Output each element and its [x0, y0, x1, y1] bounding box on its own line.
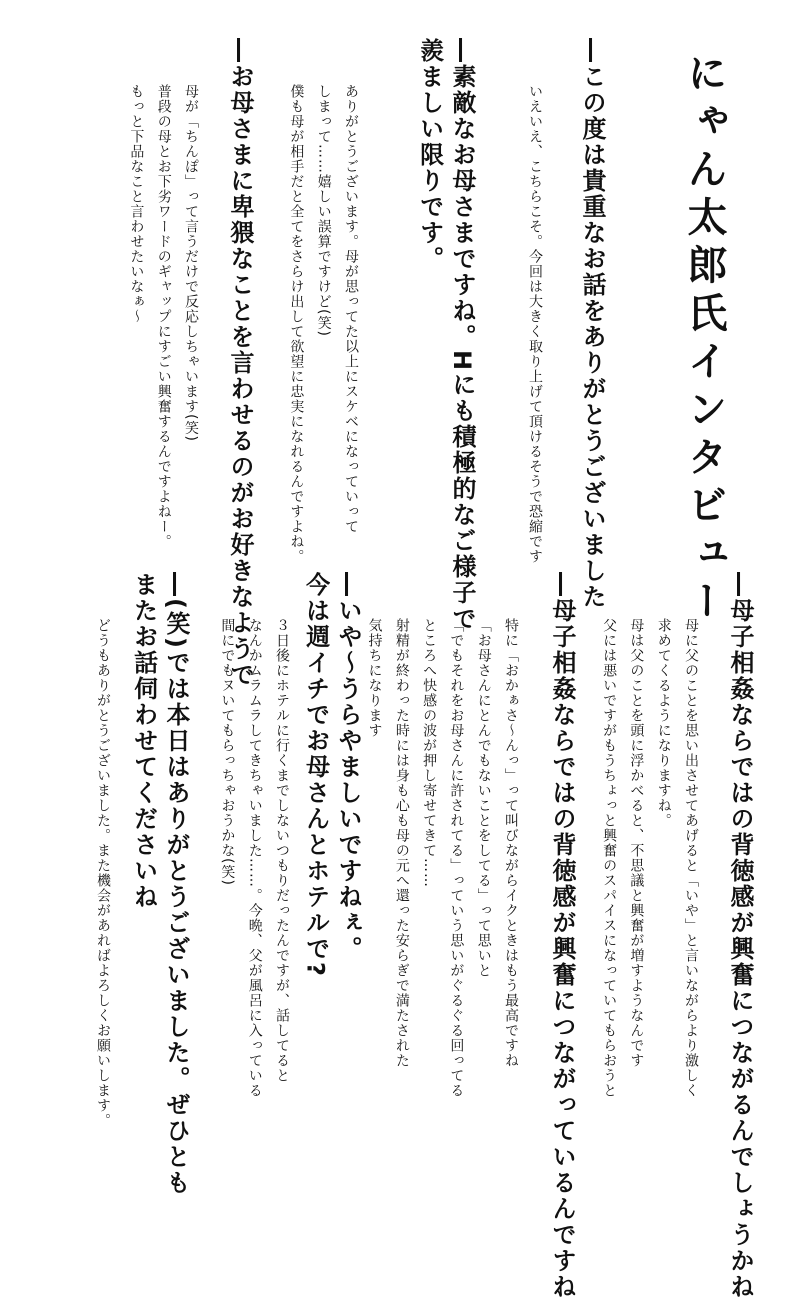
- question-1: ―この度は貴重なお話をありがとうございました: [578, 38, 606, 610]
- question-6: ―いや～うらやましいですねぇ。 今は週イチでお母さんとホテルで?: [301, 572, 362, 978]
- question-4: ―母子相姦ならではの背徳感が興奮につながるんでしょうかね: [726, 572, 754, 1300]
- answer-4: 母に父のことを思い出させてあげると「いや」と言いながらより激しく 求めてくるようになりますね。 母は父のことを頭に浮かべると、不思議と興奮が増すようなんです 父には悪いですがもうちょっと興奮のスパイスになっていてもらおうと: [601, 618, 699, 1098]
- question-3: ―お母さまに卑猥なことを言わせるのがお好きなようで: [226, 38, 254, 688]
- question-2: ―素敵なお母さまですね。Hにも積極的なご様子で 羨ましい限りです。: [415, 38, 476, 633]
- answer-2: ありがとうございます。母が思ってた以上にスケベになっていって しまって……嬉しい誤算ですけど(笑) 僕も母が相手だと全てをさらけ出して欲望に忠実になれるんですよね。: [288, 84, 359, 564]
- page-title: にゃん太郎氏インタビュー: [681, 52, 727, 628]
- answer-5: 特に「おかぁさ～んっ」って叫びながらイクときはもう最高ですね 「お母さんにとんでもないことをしてる」って思いと 「でもそれをお母さんに許されてる」っていう思いがぐるぐる回ってる ところへ快感の波が押し寄せてきて…… 射精が終わった時には身も心も母の元へ還った安らぎで満たされた 気持ちになります: [366, 618, 519, 1098]
- question-7: ―(笑)では本日はありがとうございました。ぜひとも またお話伺わせてくださいね: [129, 572, 190, 1196]
- answer-1: いえいえ、こちらこそ。今回は大きく取り上げて頂けるそうで恐縮です: [527, 84, 543, 564]
- answer-7: どうもありがとうございました。また機会があればよろしくお願いします。: [95, 618, 111, 1128]
- answer-6: ３日後にホテルに行くまでしないつもりだったんですが、話してると なんかムラムラしてきちゃいました……。今晩、父が風呂に入っている 間にでもヌいてもらっちゃおうかな(笑): [219, 618, 290, 1098]
- question-5: ―母子相姦ならではの背徳感が興奮につながっているんですね: [548, 572, 576, 1300]
- answer-3: 母が「ちんぽ」って言うだけで反応しちゃいます(笑) 普段の母とお下劣ワードのギャップにすごい興奮するんですよねー。 もっと下品なこと言わせたいなぁ～: [128, 84, 199, 549]
